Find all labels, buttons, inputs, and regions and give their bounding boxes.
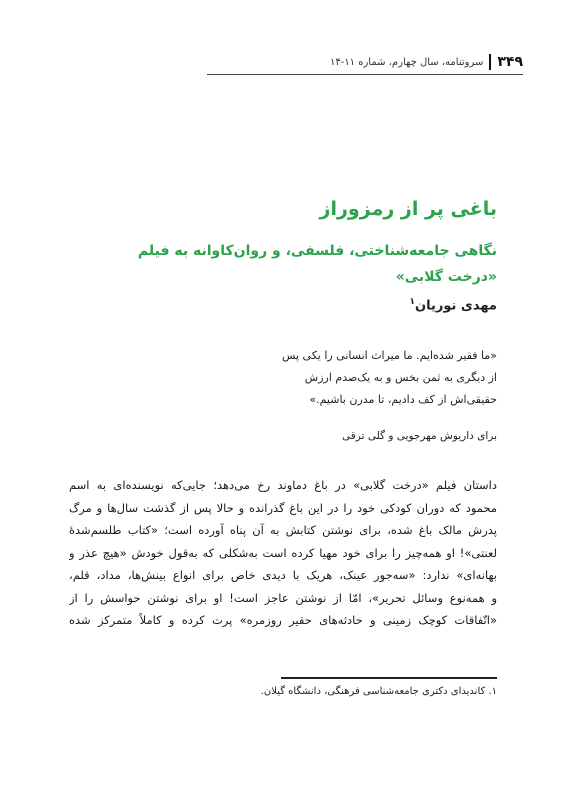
footnote: ۱. کاندیدای دکتری جامعه‌شناسی فرهنگی، دانشگاه گیلان. bbox=[260, 686, 497, 697]
body-paragraph bbox=[69, 474, 497, 632]
body-line: «اتّفاقات کوچک زمینی و حادثه‌های حقیر روزمره» پرت کرده و کاملاً متمرکز شده bbox=[69, 613, 497, 627]
epigraph-line: حقیقی‌اش از کف دادیم، تا مدرن باشیم.» bbox=[309, 393, 497, 406]
epigraph bbox=[197, 345, 497, 411]
body-line: محمود که دوران کودکی خود را در این باغ گذرانده و حالا پس از گذشت سال‌ها و مرگ bbox=[69, 500, 497, 515]
journal-reference: سروتنامه، سال چهارم، شماره ۱۱-۱۴ bbox=[329, 56, 484, 68]
epigraph-line: از دیگری به ثمن بخس و به یک‌صدم ارزش bbox=[304, 371, 497, 384]
author-footnote-marker: ۱ bbox=[409, 297, 416, 307]
author-line bbox=[410, 297, 497, 313]
body-line: و همه‌نوع وسائل تحریر»، امّا از نوشتن عاجز است! او برای نوشتن حواسش را از bbox=[69, 590, 497, 605]
header-divider-bar bbox=[489, 54, 491, 70]
article-subtitle bbox=[77, 238, 497, 290]
header-rule bbox=[207, 74, 523, 75]
page-number: ۳۴۹ bbox=[497, 54, 523, 70]
subtitle-line: نگاهی جامعه‌شناختی، فلسفی، و روان‌کاوانه به فیلم bbox=[137, 243, 497, 259]
epigraph-line: «ما فقیر شده‌ایم. ما میراث انسانی را یکی پس bbox=[281, 349, 497, 362]
author-name: مهدی نوریان bbox=[415, 298, 497, 314]
body-line: بهانه‌ای» ندارد: «سه‌جور عینک، هریک با دیدی خاص برای انواع بینش‌ها، مداد، قلم، bbox=[69, 568, 497, 582]
dedication: برای داریوش مهرجویی و گلی ترقی bbox=[342, 430, 497, 442]
article-title: باغی پر از رمزوراز bbox=[319, 198, 497, 220]
running-header bbox=[208, 52, 523, 72]
body-line: پدرش مالک باغ شده، برای نوشتن کتابش به آن پناه آورده است؛ «کتاب طلسم‌شدهٔ bbox=[69, 523, 497, 537]
footnote-rule bbox=[281, 677, 497, 679]
body-line: داستان فیلم «درخت گلابی» در باغ دماوند رخ می‌دهد؛ جایی‌که نویسنده‌ای به اسم bbox=[69, 478, 497, 492]
subtitle-line: «درخت گلابی» bbox=[395, 269, 497, 285]
body-line: لعنتی»! او همه‌چیز را برای خود مهیا کرده است به‌شکلی که به‌قول خودش «هیچ عذر و bbox=[69, 545, 497, 560]
